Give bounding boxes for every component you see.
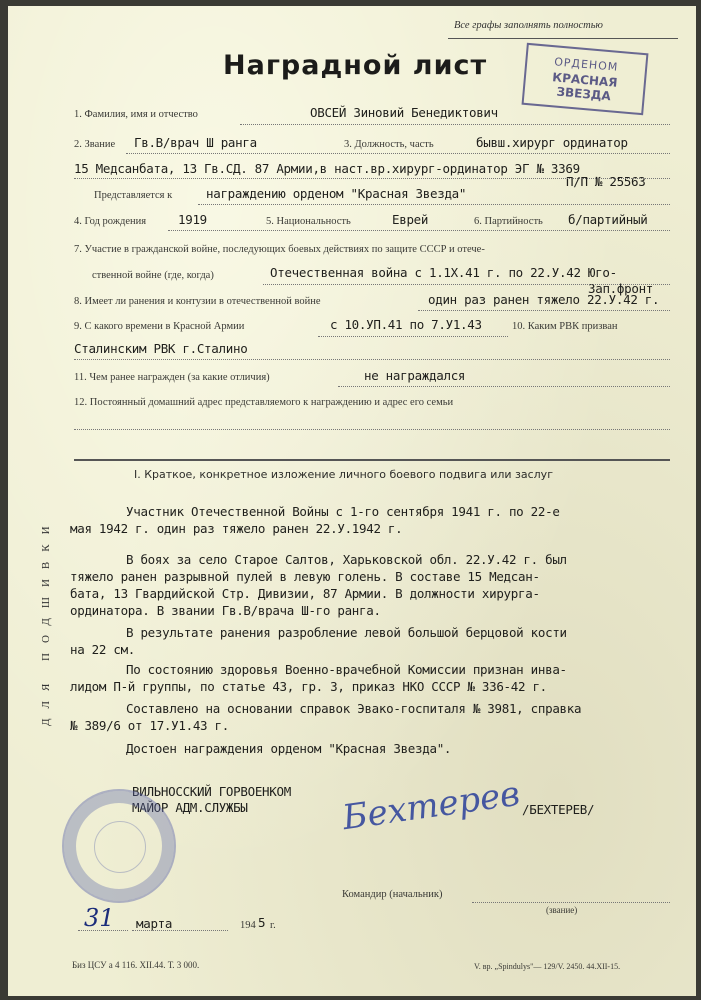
paragraph-3-line-2: на 22 см. (70, 642, 136, 657)
date-year-suffix: 5 (258, 915, 266, 930)
date-year-prefix: 194 (240, 920, 256, 931)
field-11-value: не награждался (364, 368, 466, 383)
paragraph-2-line-3: бата, 13 Гвардийской Стр. Дивизии, 87 Армии. В должности хирурга- (70, 586, 540, 601)
paragraph-3-line-1: В результате ранения разробление левой большой берцовой кости (126, 625, 567, 640)
header-rule (448, 38, 678, 39)
section-title: I. Краткое, конкретное изложение личного боевого подвига или заслуг (134, 468, 553, 481)
field-7-label-a: 7. Участие в гражданской войне, последующих боевых действиях по защите СССР и отече- (74, 244, 485, 255)
date-suffix: г. (270, 920, 276, 931)
rank-label: (звание) (546, 905, 578, 915)
round-seal (62, 789, 176, 903)
field-5-value: Еврей (392, 212, 429, 227)
field-2-label: 2. Звание (74, 139, 116, 150)
field-12-label: 12. Постоянный домашний адрес представляемого к награждению и адрес его семьи (74, 397, 454, 408)
paragraph-4-line-1: По состоянию здоровья Военно-врачебной Комиссии признан инва- (126, 662, 567, 677)
section-rule (74, 459, 670, 461)
footer-right: V. вр. „Spindulys"— 129/V. 2450. 44.XII-15. (474, 962, 621, 971)
presented-label: Представляется к (94, 190, 173, 201)
header-note: Все графы заполнять полностью (454, 20, 603, 31)
paragraph-6-line-1: Достоен награждения орденом "Красная Звезда". (126, 741, 452, 756)
field-11-label: 11. Чем ранее награжден (за какие отличия) (74, 372, 270, 383)
signatory-name: /БЕХТЕРЕВ/ (522, 802, 595, 817)
field-9-label: 9. С какого времени в Красной Армии (74, 321, 245, 332)
date-month: марта (136, 916, 173, 931)
field-8-value: один раз ранен тяжело 22.У.42 г. (428, 292, 660, 307)
stamp-line-2: КРАСНАЯ ЗВЕЗДА (551, 70, 619, 104)
page-title: Наградной лист (223, 50, 488, 81)
paragraph-5-line-1: Составлено на основании справок Эвако-госпиталя № 3981, справка (126, 701, 582, 716)
field-4-value: 1919 (178, 212, 207, 227)
field-9-value: с 10.УП.41 по 7.У1.43 (330, 317, 482, 332)
field-4-label: 4. Год рождения (74, 216, 147, 227)
award-sheet (8, 6, 696, 996)
footer-left: Биз ЦСУ а 4 116. XII.44. Т. 3 000. (72, 960, 200, 970)
field-1-value: ОВСЕЙ Зиновий Бенедиктович (310, 105, 498, 120)
signatory-org-line-2: МАЙОР АДМ.СЛУЖБЫ (132, 800, 248, 815)
paragraph-1-line-2: мая 1942 г. один раз тяжело ранен 22.У.1942 г. (70, 521, 403, 536)
order-stamp (522, 43, 649, 115)
field-7-value-b: Зап.фронт (588, 281, 654, 296)
paragraph-3 (70, 624, 670, 658)
paragraph-5-line-2: № 389/6 от 17.У1.43 г. (70, 718, 229, 733)
field-3-label: 3. Должность, часть (344, 139, 434, 150)
commander-label: Командир (начальник) (342, 889, 443, 900)
field-5-label: 5. Национальность (266, 216, 351, 227)
field-10-value: Сталинским РВК г.Сталино (74, 341, 248, 356)
paragraph-2 (70, 551, 670, 619)
field-10-label: 10. Каким РВК призван (512, 321, 618, 332)
field-6-label: 6. Партийность (474, 216, 543, 227)
field-8-label: 8. Имеет ли ранения и контузии в отечественной войне (74, 296, 321, 307)
paragraph-1 (70, 503, 670, 537)
field-3-value-b: 15 Медсанбата, 13 Гв.СД. 87 Армии,в наст.вр.хирург-ординатор ЭГ № 3369 (74, 161, 580, 176)
paragraph-4 (70, 661, 670, 695)
field-2-value: Гв.В/врач Ш ранга (134, 135, 257, 150)
paragraph-6 (70, 740, 670, 757)
field-1-label: 1. Фамилия, имя и отчество (74, 109, 198, 120)
field-7-value: Отечественная война с 1.1Х.41 г. по 22.У.42 Юго- (270, 265, 617, 280)
paragraph-1-line-1: Участник Отечественной Войны с 1-го сентября 1941 г. по 22-е (126, 504, 560, 519)
paragraph-2-line-1: В боях за село Старое Салтов, Харьковской обл. 22.У.42 г. был (126, 552, 567, 567)
date-day: 31 (84, 904, 115, 932)
signatory-org-line-1: ВИЛЬНОССКИЙ ГОРВОЕНКОМ (132, 784, 291, 799)
field-6-value: б/партийный (568, 212, 648, 227)
paragraph-5 (70, 700, 670, 734)
paragraph-2-line-4: ординатора. В звании Гв.В/врача Ш-го ранга. (70, 603, 381, 618)
paragraph-4-line-2: лидом П-й группы, по статье 43, гр. 3, приказ НКО СССР № 336-42 г. (70, 679, 547, 694)
field-3-value-a: бывш.хирург ординатор (476, 135, 628, 150)
presented-value: награждению орденом "Красная Звезда" (206, 186, 467, 201)
margin-vertical-text: ДЛЯ ПОДШИВКИ (40, 516, 52, 726)
handwritten-signature: Бехтерев (340, 773, 523, 839)
stamp-line-1: ОРДЕНОМ (553, 55, 619, 74)
field-3-value-c: П/П № 25563 (566, 174, 646, 189)
paragraph-2-line-2: тяжело ранен разрывной пулей в левую голень. В составе 15 Медсан- (70, 569, 540, 584)
field-7-label-b: ственной войне (где, когда) (92, 270, 214, 281)
